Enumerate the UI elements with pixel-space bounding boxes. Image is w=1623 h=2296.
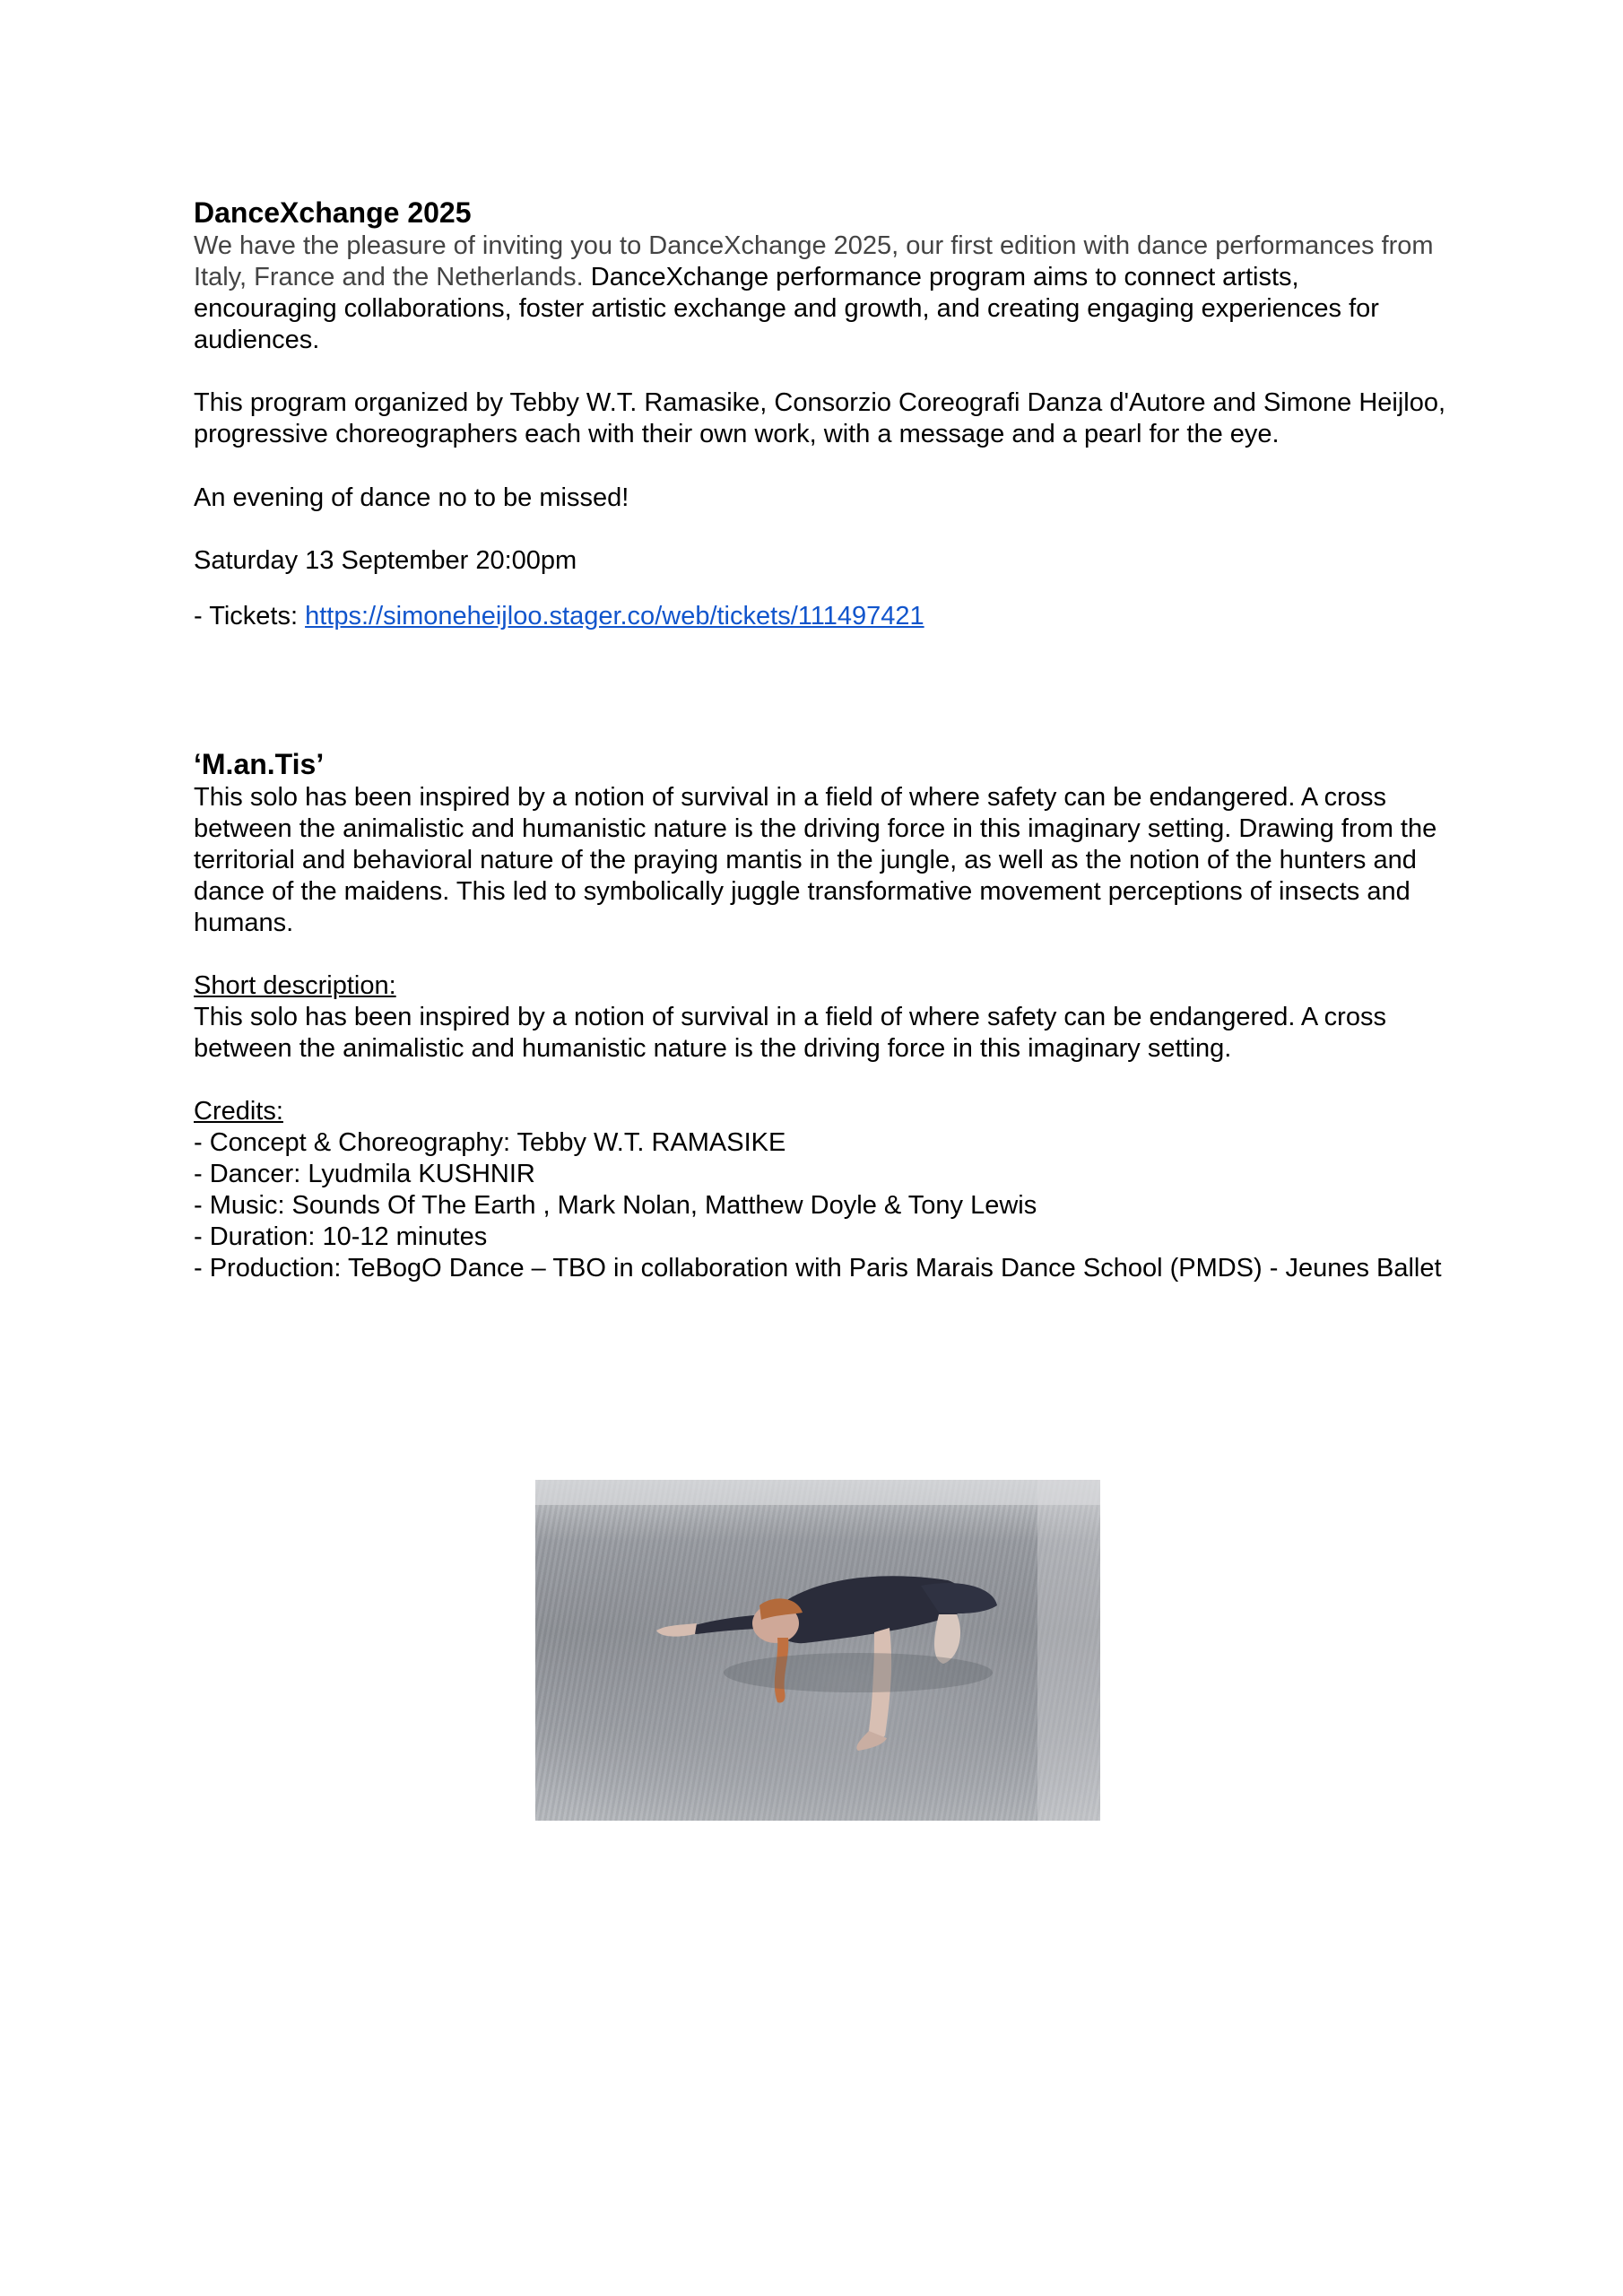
short-description: This solo has been inspired by a notion of survival in a field of where safety can be endangered. A cross between the animalistic and humanistic nature is the driving force in this imaginary setting. xyxy=(194,1003,1386,1063)
piece-title: ‘M.an.Tis’ xyxy=(194,748,325,780)
event-intro-program-aims: DanceXchange performance program aims to connect artists, encouraging collaborations, foster artistic exchange and growth, and creating engaging experiences for audiences. xyxy=(194,263,1379,354)
dancer-photo xyxy=(535,1480,1100,1821)
tickets-line xyxy=(194,601,924,632)
tickets-link[interactable]: https://simoneheijloo.stager.co/web/tickets/111497421 xyxy=(305,602,924,631)
tickets-label: - Tickets: xyxy=(194,602,306,631)
event-organizers: This program organized by Tebby W.T. Ramasike, Consorzio Coreografi Danza d'Autore and Simone Heijloo, progressive choreographers each with their own work, with a message and a pearl for the eye. xyxy=(194,388,1446,448)
credits-label: Credits: xyxy=(194,1097,283,1126)
event-tagline: An evening of dance no to be missed! xyxy=(194,483,629,512)
credit-duration: - Duration: 10-12 minutes xyxy=(194,1222,488,1251)
dancer-photo-illustration xyxy=(535,1480,1100,1821)
event-intro xyxy=(194,230,1449,356)
short-description-label: Short description: xyxy=(194,971,396,1000)
credit-music: - Music: Sounds Of The Earth , Mark Nolan, Matthew Doyle & Tony Lewis xyxy=(194,1191,1037,1220)
piece-description: This solo has been inspired by a notion of survival in a field of where safety can be endangered. A cross between the animalistic and humanistic nature is the driving force in this imaginary setting. Drawing from the territorial and behavioral nature of the praying mantis in the jungle, as well as the notion of the hunters and dance of the maidens. This led to symbolically juggle transformative movement perceptions of insects and humans. xyxy=(194,783,1437,937)
event-intro-invitation: We have the pleasure of inviting you to DanceXchange 2025, our first edition with dance performances from Italy, France and the Netherlands. xyxy=(194,231,1434,291)
credit-production: - Production: TeBogO Dance – TBO in collaboration with Paris Marais Dance School (PMDS) - Jeunes Ballet xyxy=(194,1254,1442,1283)
event-date: Saturday 13 September 20:00pm xyxy=(194,546,577,575)
credits-list xyxy=(194,1127,1442,1284)
credit-dancer: - Dancer: Lyudmila KUSHNIR xyxy=(194,1160,535,1188)
event-title: DanceXchange 2025 xyxy=(194,196,472,229)
credit-concept: - Concept & Choreography: Tebby W.T. RAMASIKE xyxy=(194,1128,786,1157)
